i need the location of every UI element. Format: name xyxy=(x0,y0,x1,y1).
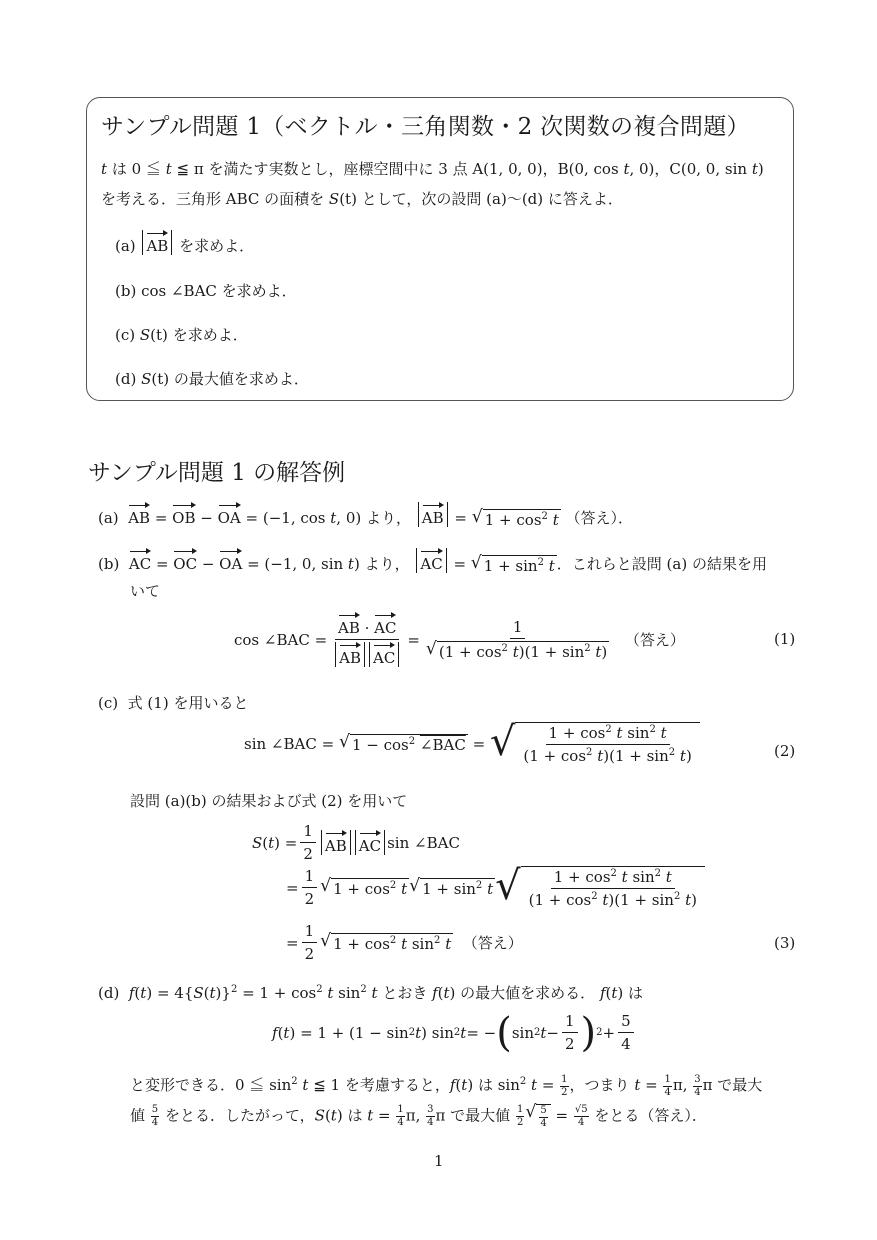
equation-1: cos ∠BAC = $\frac{AB \cdot AC}{\text{AB AC}}$ = 1 √ $(1 + \cos^2 t)(1 + \sin^2 t)$ （答え） xyxy=(234,612,685,667)
solution-b: (b) AC = OC − OA = (−1, 0, sin t) より， AC = √ $1 + \sin^2 t$ ．これらと設問 (a) の結果を用 xyxy=(98,548,767,575)
solution-b-cont: いて xyxy=(130,582,161,600)
solution-d: (d) $f(t) = 4\{S(t)\}^2 = 1 + \cos^2 t$ $\sin^2 t$ とおき f(t) の最大値を求める． f(t) は xyxy=(98,984,644,1002)
question-c: (c) S(t) を求めよ． xyxy=(115,326,248,344)
question-a: (a) AB を求めよ． xyxy=(115,230,254,256)
equation-2: sin ∠BAC = √ $1 - \cos^2$ ∠BAC = √ $\frac{1 + \cos^2 t \sin^2 t}{(1 + \cos^2 t)(1 + \sin^2 t)}$ xyxy=(244,722,700,765)
equation-d: f ( t ) = 1 + (1 − sin 2 t ) sin 2 t = − ( sin 2 t − $\frac{1}{2}$ ) 2 + $\frac{5}{4}$ xyxy=(272,1012,637,1053)
solution-d-line-3: 値 $\frac{5}{4}$ をとる．したがって，S(t) は t = $\frac{1}{4}$ π, $\frac{3}{4}$ π で最大値 $\frac{1}{2}$ √ $\frac{5}{4}$ = $\frac{√5}{4}$ をとる（答え）． xyxy=(130,1102,707,1129)
solution-c-cont: 設問 (a)(b) の結果および式 (2) を用いて xyxy=(130,792,408,810)
question-b: (b) cos ∠BAC を求めよ． xyxy=(115,282,297,300)
equation-number-1: (1) xyxy=(774,630,796,648)
problem-intro-line-2: を考える．三角形 ABC の面積を S(t) として，次の設問 (a)〜(d) に答えよ． xyxy=(101,190,623,208)
solution-title: サンプル問題 1 の解答例 xyxy=(88,460,346,486)
equation-3-line-2: = $\frac{1}{2}$ √ $1 + \cos^2 t$ √ $1 + \sin^2 t$ √ $\frac{1 + \cos^2 t \sin^2 t}{(1 + \cos^2 t)(1 + \sin^2 t)}$ xyxy=(286,866,705,909)
problem-intro-line-1: t は 0 ≦ t ≦ π を満たす実数とし，座標空間中に 3 点 A(1, 0, 0)，B(0, cos t, 0)，C(0, 0, sin t) xyxy=(101,160,764,178)
page-number: 1 xyxy=(434,1152,444,1170)
solution-a: (a) AB = OB − OA = (−1, cos t, 0) より， AB = √ $1 + \cos^2 t$ （答え）． xyxy=(98,502,633,529)
solution-d-line-2: と変形できる．0 ≦ $\sin^2 t$ ≦ 1 を考慮すると，f(t) は $\sin^2 t$ = $\frac{1}{2}$ ，つまり t = $\frac{1}{4}$ π, $\frac{3}{4}$ π で最大 xyxy=(130,1073,763,1098)
problem-title: サンプル問題 1（ベクトル・三角関数・2 次関数の複合問題） xyxy=(101,114,750,140)
problem-box xyxy=(86,97,794,401)
equation-number-2: (2) xyxy=(774,742,796,760)
equation-number-3: (3) xyxy=(774,934,796,952)
equation-3-line-3: = $\frac{1}{2}$ √ $1 + \cos^2 t$ $\sin^2 t$ （答え） xyxy=(286,922,523,963)
question-d: (d) S(t) の最大値を求めよ． xyxy=(115,370,309,388)
solution-c: (c) 式 (1) を用いると xyxy=(98,694,249,712)
equation-3-line-1: S ( t ) = $\frac{1}{2}$ AB AC sin ∠BAC xyxy=(252,822,460,863)
